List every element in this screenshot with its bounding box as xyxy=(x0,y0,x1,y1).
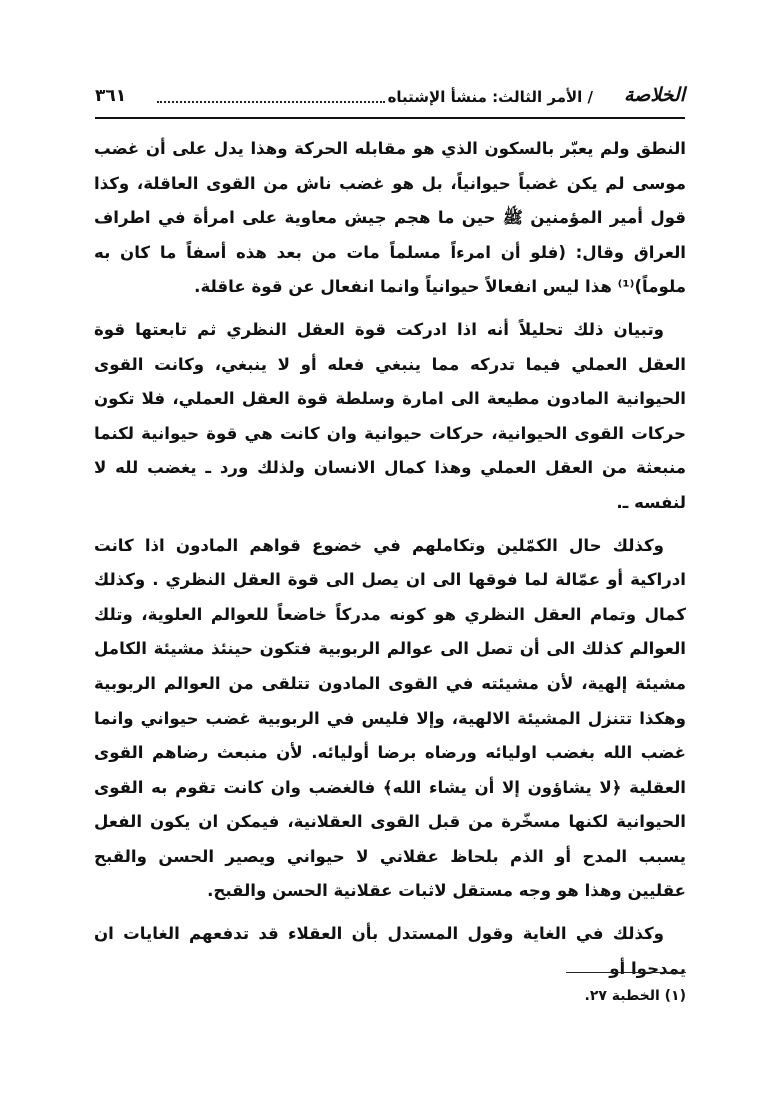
running-title: / الأمر الثالث: منشأ الإشتباه xyxy=(387,88,593,106)
paragraph-1: النطق ولم يعبّر بالسكون الذي هو مقابله الحركة وهذا يدل على أن غضب موسى لم يكن غضباً حيوانياً، بل هو غضب ناش من القوى العاقلة، وكذا قول أمير المؤمنين ﷺ حين ما هجم جيش معاوية على امرأة في اطراف العراق وقال: (فلو أن امرءاً مسلماً مات من بعد هذه أسفاً ما كان به ملوماً)⁽¹⁾ هذا ليس انفعالاً حيوانياً وانما انفعال عن قوة عاقلة. xyxy=(94,139,686,297)
page-number: ٣٦١ xyxy=(95,86,127,106)
header-dot-leader xyxy=(157,101,385,103)
header-logo: الخلاصة xyxy=(624,84,685,106)
footnote-rule xyxy=(566,972,686,973)
main-text xyxy=(94,132,686,986)
footnote: (١) الخطبة ٢٧. xyxy=(584,988,686,1004)
paragraph-2: وتبيان ذلك تحليلاً أنه اذا ادركت قوة العقل النظري ثم تابعتها قوة العقل العملي فيما تدركه مما ينبغي فعله أو لا ينبغي، وكانت القوى الحيوانية المادون مطيعة الى امارة وسلطة قوة العقل العملي، فلا تكون حركات القوى الحيوانية، حركات حيوانية وان كانت هي قوة حيوانية لكنما منبعثة من العقل العملي وهذا كمال الانسان ولذلك ورد ـ يغضب لله لا لنفسه ـ. xyxy=(94,319,686,512)
header-rule xyxy=(95,117,685,119)
running-header xyxy=(95,82,685,116)
paragraph-4: وكذلك في الغاية وقول المستدل بأن العقلاء قد تدفعهم الغايات ان يمدحوا أو xyxy=(94,924,686,978)
paragraph-3: وكذلك حال الكمّلين وتكاملهم في خضوع قواهم المادون اذا كانت ادراكية أو عمّالة لما فوقها الى ان يصل الى قوة العقل النظري . وكذلك كمال وتمام العقل النظري هو كونه مدركاً خاضعاً للعوالم العلوية، وتلك العوالم كذلك الى أن تصل الى عوالم الربوبية فتكون حينئذ مشيئة الكامل مشيئة إلهية، لأن مشيئته في القوى المادون تتلقى من العوالم الربوبية وهكذا تتنزل المشيئة الالهية، وإلا فليس في الربوبية غضب حيواني وانما غضب الله بغضب اوليائه ورضاه برضا أوليائه. لأن منبعث رضاهم القوى العقلية ﴿لا يشاؤون إلا أن يشاء الله﴾ فالغضب وان كانت تقوم به القوى الحيوانية لكنها مسخّرة من قبل القوى العقلانية، فيمكن ان يكون الفعل يسبب المدح أو الذم بلحاظ عقلاني لا حيواني ويصير الحسن والقبح عقليين وهذا هو وجه مستقل لاثبات عقلانية الحسن والقبح. xyxy=(94,535,686,901)
